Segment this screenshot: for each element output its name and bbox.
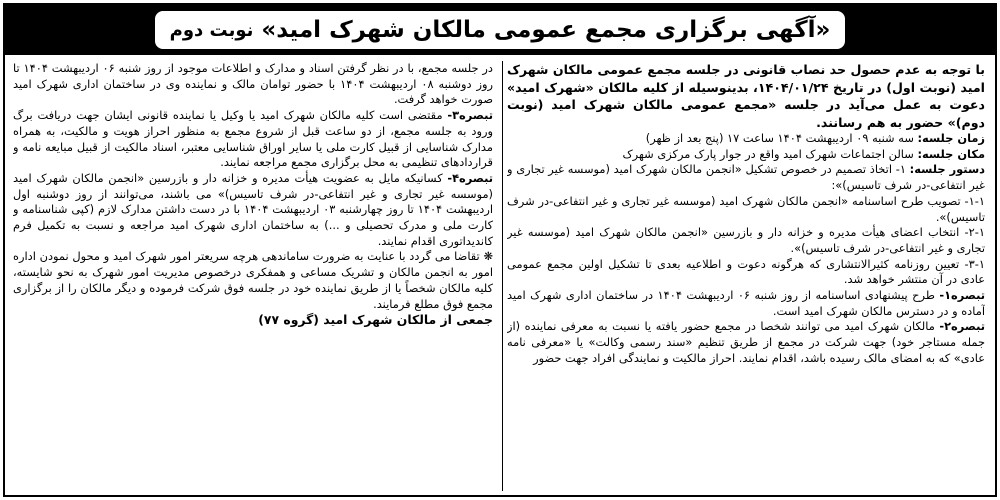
notice-round: نوبت دوم (169, 19, 254, 41)
agenda-item: ۲-۱- انتخاب اعضای هیأت مدیره و خزانه دار و بازرسین «انجمن مالکان شهرک امید (موسسه غیر تجاری و غیر انتفاعی-در شرف تاسیس)». (507, 225, 985, 255)
left-column (13, 61, 493, 493)
time-label: زمان جلسه: (917, 131, 985, 145)
note-3 (13, 108, 493, 171)
note-1-text: طرح پیشنهادی اساسنامه از روز شنبه ۰۶ اردیبهشت ۱۴۰۴ در ساختمان اداری شهرک امید آماده و در دسترس مالکان شهرک امید است. (507, 288, 985, 318)
agenda-intro: ۱- اتخاذ تصمیم در خصوص تشکیل «انجمن مالکان شهرک امید (موسسه غیر تجاری و غیر انتفاعی-در شرف تاسیس)»: (507, 162, 985, 193)
note-2-label: تبصره۲- (939, 319, 985, 334)
time-value: سه شنبه ۰۹ اردیبهشت ۱۴۰۴ ساعت ۱۷ (پنج بعد از ظهر) (645, 131, 914, 145)
note-2-text: مالکان شهرک امید می توانند شخصا در مجمع حضور یافته یا نسبت به معرفی نماینده (از جمله مستاجر خود) جهت شرکت در مجمع از طریق تنظیم «سند رسمی وکالت» یا «معرفی نامه عادی» که به امضای مالک رسیده باشد، اقدام نمایند. احراز مالکیت و نمایندگی افراد جهت حضور (507, 319, 985, 365)
place-value: سالن اجتماعات شهرک امید واقع در جوار پارک مرکزی شهرک (622, 146, 914, 161)
right-column (507, 61, 985, 493)
note-4 (13, 171, 493, 250)
note-3-label: تبصره۳- (447, 108, 493, 123)
agenda (507, 162, 985, 193)
title-bar (5, 5, 995, 55)
note-1-label: تبصره۱- (939, 288, 985, 303)
title-box (155, 11, 845, 49)
agenda-item: ۱-۱- تصویب طرح اساسنامه «انجمن مالکان شهرک امید (موسسه غیر تجاری و غیر انتفاعی-در شرف تاسیس)». (507, 193, 985, 224)
agenda-item: ۳-۱- تعیین روزنامه کثیرالانتشاری که هرگونه دعوت و اطلاعیه بعدی تا تشکیل اولین مجمع عمومی عادی در آن منتشر خواهد شد. (507, 256, 985, 287)
note-3-text: مقتضی است کلیه مالکان شهرک امید یا وکیل یا نماینده قانونی ایشان جهت دریافت برگ ورود به جلسه مجمع، از دو ساعت قبل از شروع مجمع به منظور احراز هویت و مالکیت، به همراه مدارک شناسایی از قبیل کارت ملی یا سایر اوراق شناسایی معتبر، اسناد مالکیت از قبیل مبایعه نامه و قراردادهای تنظیمی به محل برگزاری مجمع مراجعه نمایند. (13, 108, 493, 170)
note-1 (507, 288, 985, 319)
note-4-label: تبصره۴- (447, 170, 493, 185)
asterisk-icon: ❋ (483, 249, 493, 264)
agenda-label: دستور جلسه: (909, 162, 985, 177)
note-4-text: کسانیکه مایل به عضویت هیأت مدیره و خزانه دار و بازرسین «انجمن مالکان شهرک امید (موسسه غیر تجاری و غیر انتفاعی-در شرف تاسیس)» می باشند، می‌توانند از روز دوشنبه اول اردیبهشت ۱۴۰۴ تا روز چهارشنبه ۰۳ اردیبهشت ۱۴۰۴ با در دست داشتن مدارک لازم (کپی شناسنامه و کارت ملی و مدرک تحصیلی و ...) به ساختمان اداری شهرک امید مراجعه و نسبت به تکمیل فرم کاندیداتوری اقدام نمایند. (13, 170, 493, 248)
column-divider (502, 61, 503, 491)
signature: جمعی از مالکان شهرک امید (گروه ۷۷) (258, 312, 493, 328)
continuation-paragraph: در جلسه مجمع، با در نظر گرفتن اسناد و مدارک و اطلاعات موجود از روز شنبه ۰۶ اردیبهشت ۱۴۰۴ تا روز دوشنبه ۰۸ اردیبهشت ۱۴۰۴ با حضور توامان مالک و نماینده وی در ساختمان اداری شهرک امید صورت خواهد گرفت. (13, 61, 493, 107)
meeting-time (507, 131, 985, 147)
request-text: تقاضا می گردد با عنایت به ضرورت ساماندهی هرچه سریعتر امور شهرک امید و محول نمودن اداره امور به انجمن مالکان و تشریک مساعی و همفکری درخصوص مدیریت امور شهرک به نحو شایسته، کلیه مالکان شخصاً یا از طریق نماینده خود در جلسه فوق شرکت فرموده و دیگر مالکان را از برگزاری مجمع فوق مطلع فرمایند. (13, 249, 493, 311)
notice-title: «آگهی برگزاری مجمع عمومی مالکان شهرک امید» (261, 17, 831, 43)
lead-paragraph: با توجه به عدم حصول حد نصاب قانونی در جلسه مجمع عمومی مالکان شهرک امید (نوبت اول) در تاریخ ۱۴۰۴/۰۱/۲۴، بدینوسیله از کلیه مالکان «شهرک امید» دعوت به عمل می‌آید در جلسه «مجمع عمومی مالکان شهرک امید (نوبت دوم)» حضور به هم رسانند. (507, 62, 985, 130)
notice-frame (3, 3, 997, 497)
request-paragraph (13, 249, 493, 312)
meeting-place (507, 147, 985, 163)
note-2 (507, 319, 985, 366)
place-label: مکان جلسه: (917, 146, 985, 161)
